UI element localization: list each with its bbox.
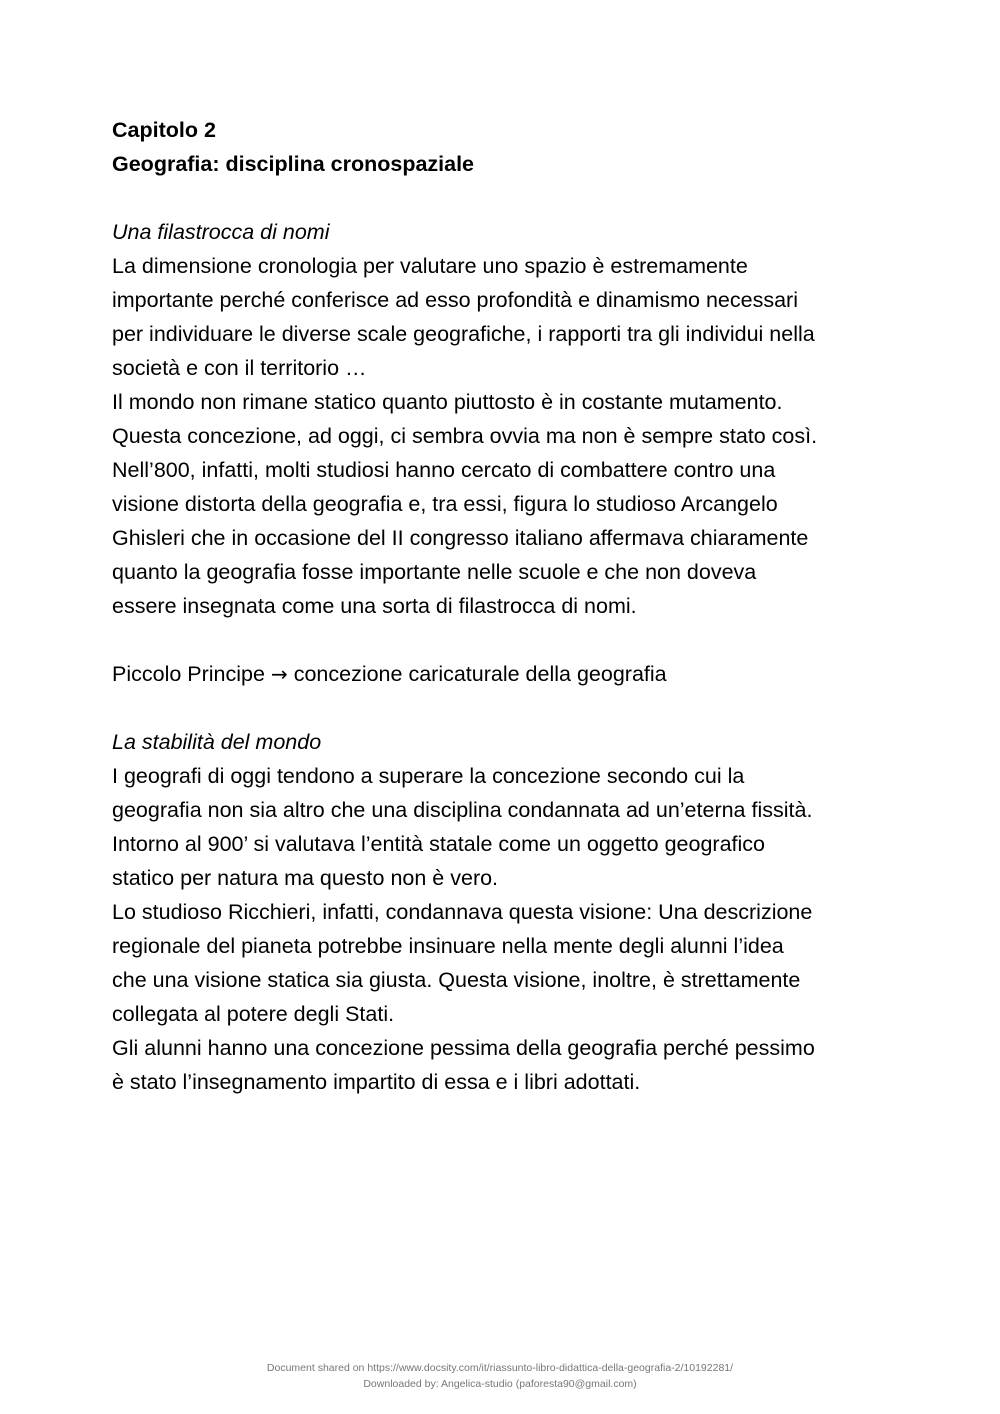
document-title: Geografia: disciplina cronospaziale	[112, 152, 475, 176]
spacer	[112, 623, 912, 657]
paragraph-line: quanto la geografia fosse importante nelle scuole e che non doveva	[112, 560, 757, 584]
paragraph-line: collegata al potere degli Stati.	[112, 1002, 395, 1026]
paragraph-line: Il mondo non rimane statico quanto piuttosto è in costante mutamento.	[112, 390, 783, 414]
chapter-label: Capitolo 2	[112, 118, 216, 142]
note-right: concezione caricaturale della geografia	[293, 662, 667, 686]
paragraph-line: che una visione statica sia giusta. Questa visione, inoltre, è strettamente	[112, 968, 801, 992]
section-heading-1: Una filastrocca di nomi	[112, 220, 330, 244]
paragraph-line: importante perché conferisce ad esso profondità e dinamismo necessari	[112, 288, 798, 312]
footer-shared-link[interactable]: Document shared on https://www.docsity.com/it/riassunto-libro-didattica-della-geografia-2/10192281/	[266, 1362, 734, 1374]
arrow-right-icon: →	[270, 662, 288, 686]
spacer	[112, 691, 912, 725]
section-heading-2: La stabilità del mondo	[112, 730, 322, 754]
paragraph-line: per individuare le diverse scale geografiche, i rapporti tra gli individui nella	[112, 322, 815, 346]
paragraph-line: Questa concezione, ad oggi, ci sembra ovvia ma non è sempre stato così.	[112, 424, 818, 448]
note-line	[112, 657, 912, 691]
paragraph-line: Lo studioso Ricchieri, infatti, condannava questa visione: Una descrizione	[112, 900, 813, 924]
spacer	[112, 181, 912, 215]
paragraph-line: essere insegnata come una sorta di filastrocca di nomi.	[112, 594, 637, 618]
note-left: Piccolo Principe	[112, 662, 265, 686]
paragraph-line: società e con il territorio …	[112, 356, 367, 380]
paragraph-line: è stato l’insegnamento impartito di essa e i libri adottati.	[112, 1070, 641, 1094]
document-body	[112, 113, 912, 1099]
paragraph-line: La dimensione cronologia per valutare uno spazio è estremamente	[112, 254, 748, 278]
paragraph-line: geografia non sia altro che una disciplina condannata ad un’eterna fissità.	[112, 798, 813, 822]
paragraph-line: visione distorta della geografia e, tra essi, figura lo studioso Arcangelo	[112, 492, 778, 516]
paragraph-line: statico per natura ma questo non è vero.	[112, 866, 499, 890]
footer-downloaded-by: Downloaded by: Angelica-studio (paforesta90@gmail.com)	[363, 1378, 637, 1390]
paragraph-line: Gli alunni hanno una concezione pessima della geografia perché pessimo	[112, 1036, 815, 1060]
paragraph-line: regionale del pianeta potrebbe insinuare nella mente degli alunni l’idea	[112, 934, 784, 958]
paragraph-line: I geografi di oggi tendono a superare la concezione secondo cui la	[112, 764, 745, 788]
paragraph-line: Intorno al 900’ si valutava l’entità statale come un oggetto geografico	[112, 832, 765, 856]
paragraph-line: Ghisleri che in occasione del II congresso italiano affermava chiaramente	[112, 526, 809, 550]
paragraph-line: Nell’800, infatti, molti studiosi hanno cercato di combattere contro una	[112, 458, 776, 482]
